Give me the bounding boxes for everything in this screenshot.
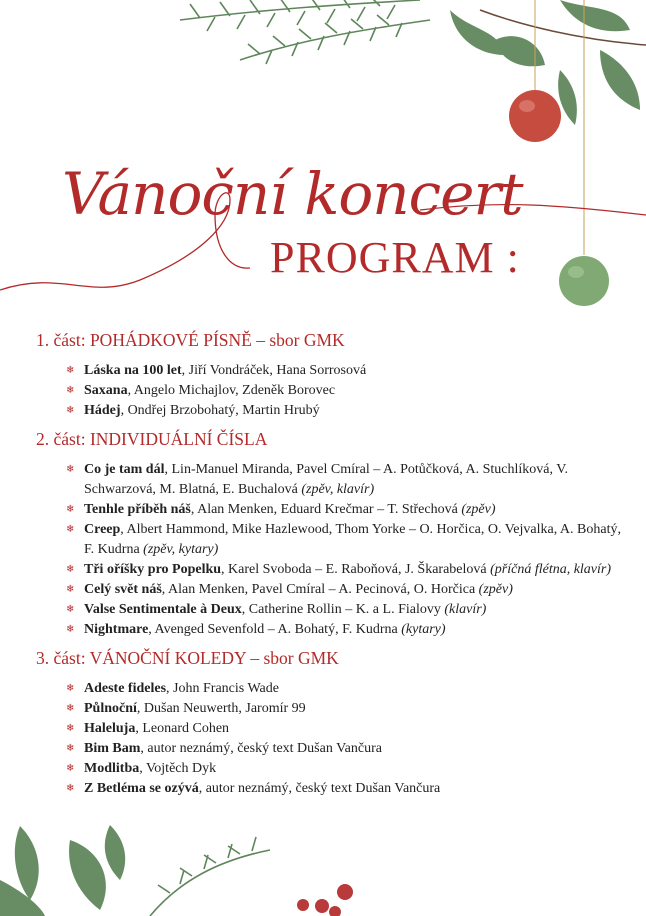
song-item: ❄ Adeste fideles, John Francis Wade <box>66 679 624 699</box>
song-item: ❄ Tři oříšky pro Popelku, Karel Svoboda – E. Raboňová, J. Škarabelová (příčná flétna, klavír) <box>66 560 624 580</box>
pine-branch-bottom-icon <box>150 837 270 916</box>
berries-icon <box>297 884 353 916</box>
song-item: ❄ Láska na 100 let, Jiří Vondráček, Hana Sorrosová <box>66 361 624 381</box>
snowflake-bullet-icon: ❄ <box>66 783 75 794</box>
program-heading: PROGRAM : <box>270 233 520 282</box>
program-list <box>36 330 636 799</box>
snowflake-bullet-icon: ❄ <box>66 524 75 535</box>
song-item: ❄ Nightmare, Avenged Sevenfold – A. Bohatý, F. Kudrna (kytary) <box>66 620 624 640</box>
snowflake-bullet-icon: ❄ <box>66 365 75 376</box>
holly-leaves-bottom-icon <box>0 825 125 916</box>
snowflake-bullet-icon: ❄ <box>66 385 75 396</box>
snowflake-bullet-icon: ❄ <box>66 464 75 475</box>
snowflake-bullet-icon: ❄ <box>66 624 75 635</box>
red-bauble-icon <box>509 90 561 142</box>
song-item: ❄ Saxana, Angelo Michajlov, Zdeněk Borovec <box>66 381 624 401</box>
green-bauble-icon <box>559 256 609 306</box>
song-list <box>36 361 636 421</box>
snowflake-bullet-icon: ❄ <box>66 405 75 416</box>
song-item: ❄ Haleluja, Leonard Cohen <box>66 719 624 739</box>
concert-title: Vánoční koncert <box>62 160 523 228</box>
snowflake-bullet-icon: ❄ <box>66 504 75 515</box>
song-item: ❄ Co je tam dál, Lin-Manuel Miranda, Pavel Cmíral – A. Potůčková, A. Stuchlíková, V. Schwarzová, M. Blatná, E. Buchalová (zpěv, klavír) <box>66 462 568 497</box>
song-item: ❄ Modlitba, Vojtěch Dyk <box>66 759 624 779</box>
song-item: ❄ Celý svět náš, Alan Menken, Pavel Cmíral – A. Pecinová, O. Horčica (zpěv) <box>66 580 624 600</box>
song-item: ❄ Tenhle příběh náš, Alan Menken, Eduard Krečmar – T. Střechová (zpěv) <box>66 500 624 520</box>
snowflake-bullet-icon: ❄ <box>66 763 75 774</box>
section-1 <box>36 330 636 421</box>
section-2 <box>36 429 636 640</box>
song-item: ❄ Z Betléma se ozývá, autor neznámý, český text Dušan Vančura <box>66 779 624 799</box>
section-heading: 2. část: INDIVIDUÁLNÍ ČÍSLA <box>36 429 268 449</box>
snowflake-bullet-icon: ❄ <box>66 564 75 575</box>
snowflake-bullet-icon: ❄ <box>66 604 75 615</box>
snowflake-bullet-icon: ❄ <box>66 723 75 734</box>
section-heading: 1. část: POHÁDKOVÉ PÍSNĚ – sbor GMK <box>36 330 345 350</box>
section-3 <box>36 648 636 799</box>
song-item: ❄ Hádej, Ondřej Brzobohatý, Martin Hrubý <box>66 401 624 421</box>
section-heading: 3. část: VÁNOČNÍ KOLEDY – sbor GMK <box>36 648 339 668</box>
song-item: ❄ Bim Bam, autor neznámý, český text Dušan Vančura <box>66 739 624 759</box>
snowflake-bullet-icon: ❄ <box>66 743 75 754</box>
song-list <box>36 460 636 640</box>
pine-branch-top-icon <box>180 0 430 64</box>
snowflake-bullet-icon: ❄ <box>66 683 75 694</box>
snowflake-bullet-icon: ❄ <box>66 703 75 714</box>
holly-leaves-icon <box>450 0 640 125</box>
song-item: ❄ Půlnoční, Dušan Neuwerth, Jaromír 99 <box>66 699 624 719</box>
snowflake-bullet-icon: ❄ <box>66 584 75 595</box>
song-list <box>36 679 636 799</box>
song-item: ❄ Valse Sentimentale à Deux, Catherine Rollin – K. a L. Fialovy (klavír) <box>66 600 624 620</box>
song-item: ❄ Creep, Albert Hammond, Mike Hazlewood, Thom Yorke – O. Horčica, O. Vejvalka, A. Bohatý, F. Kudrna (zpěv, kytary) <box>66 522 621 557</box>
